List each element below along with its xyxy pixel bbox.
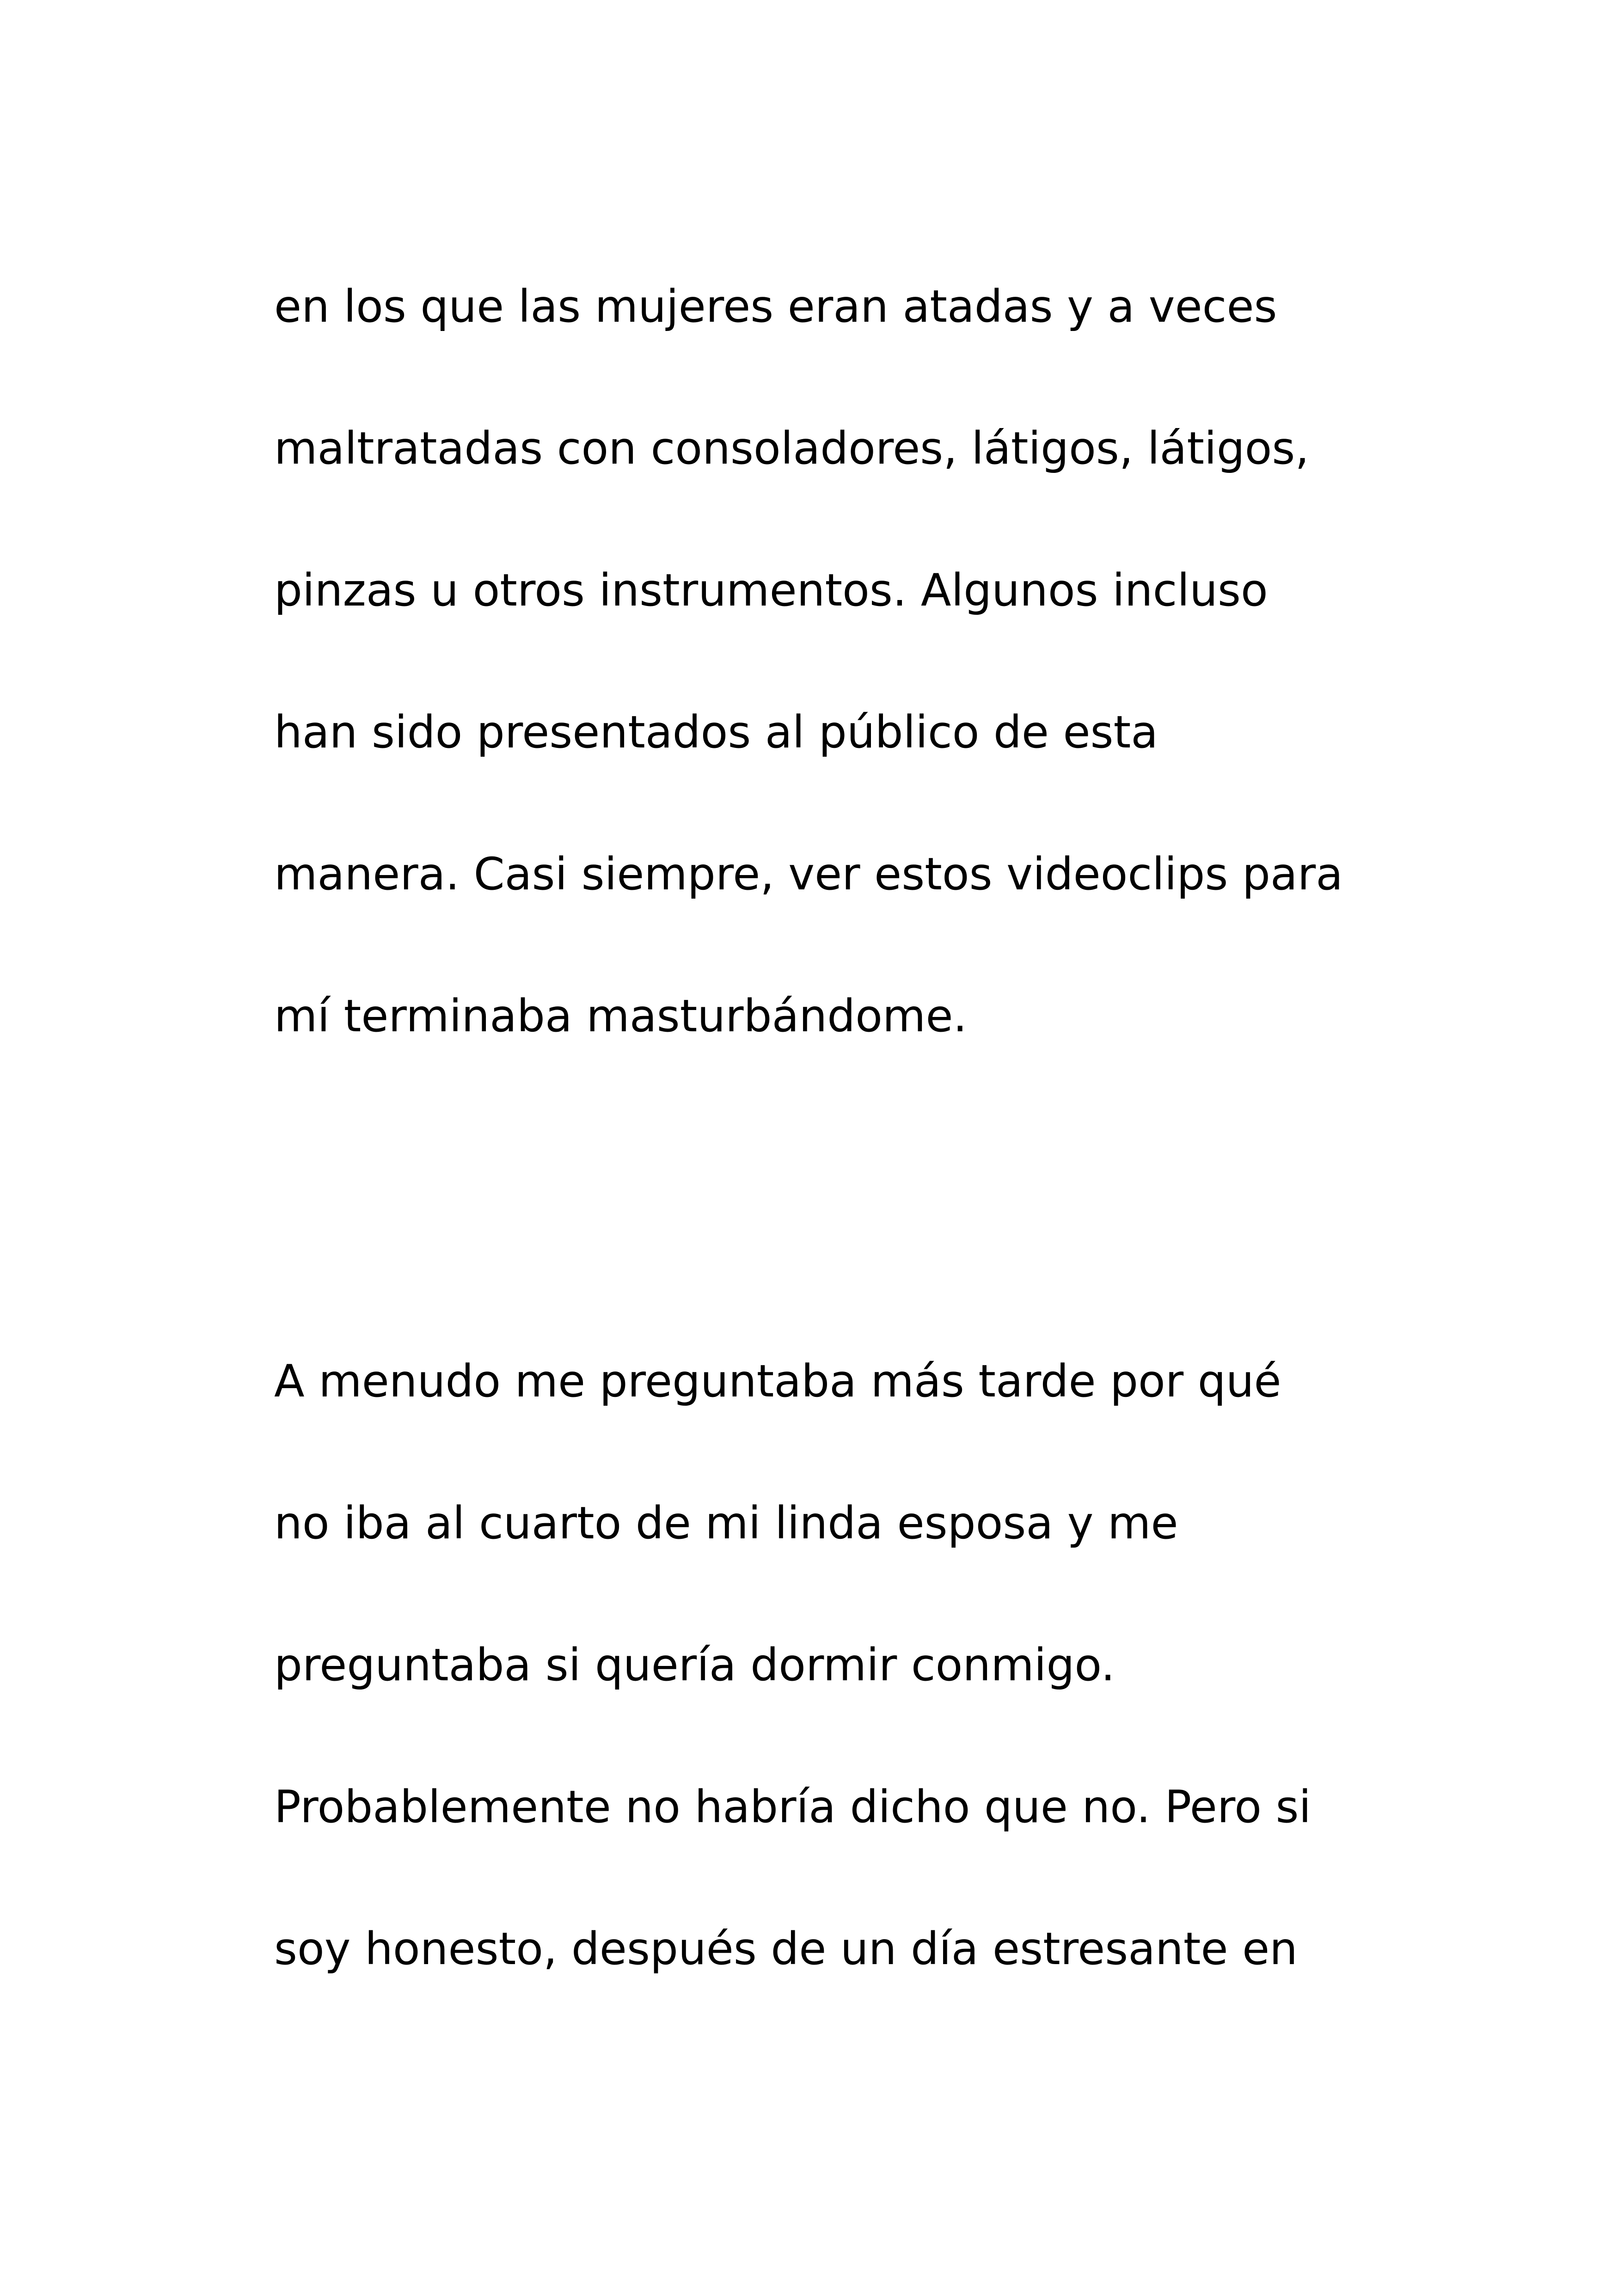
text-line: maltratadas con consoladores, látigos, látigos, (274, 422, 1309, 474)
text-line: manera. Casi siempre, ver estos videoclips para (274, 848, 1343, 900)
text-line: no iba al cuarto de mi linda esposa y me (274, 1497, 1178, 1549)
text-line: soy honesto, después de un día estresante en (274, 1923, 1298, 1975)
text-line: preguntaba si quería dormir conmigo. (274, 1639, 1115, 1691)
text-line: han sido presentados al público de esta (274, 706, 1158, 758)
text-line: en los que las mujeres eran atadas y a veces (274, 281, 1277, 332)
text-line: mí terminaba masturbándome. (274, 990, 968, 1042)
text-line: A menudo me preguntaba más tarde por qué (274, 1355, 1281, 1407)
text-line: pinzas u otros instrumentos. Algunos incluso (274, 564, 1268, 616)
text-line: Probablemente no habría dicho que no. Pero si (274, 1781, 1312, 1833)
